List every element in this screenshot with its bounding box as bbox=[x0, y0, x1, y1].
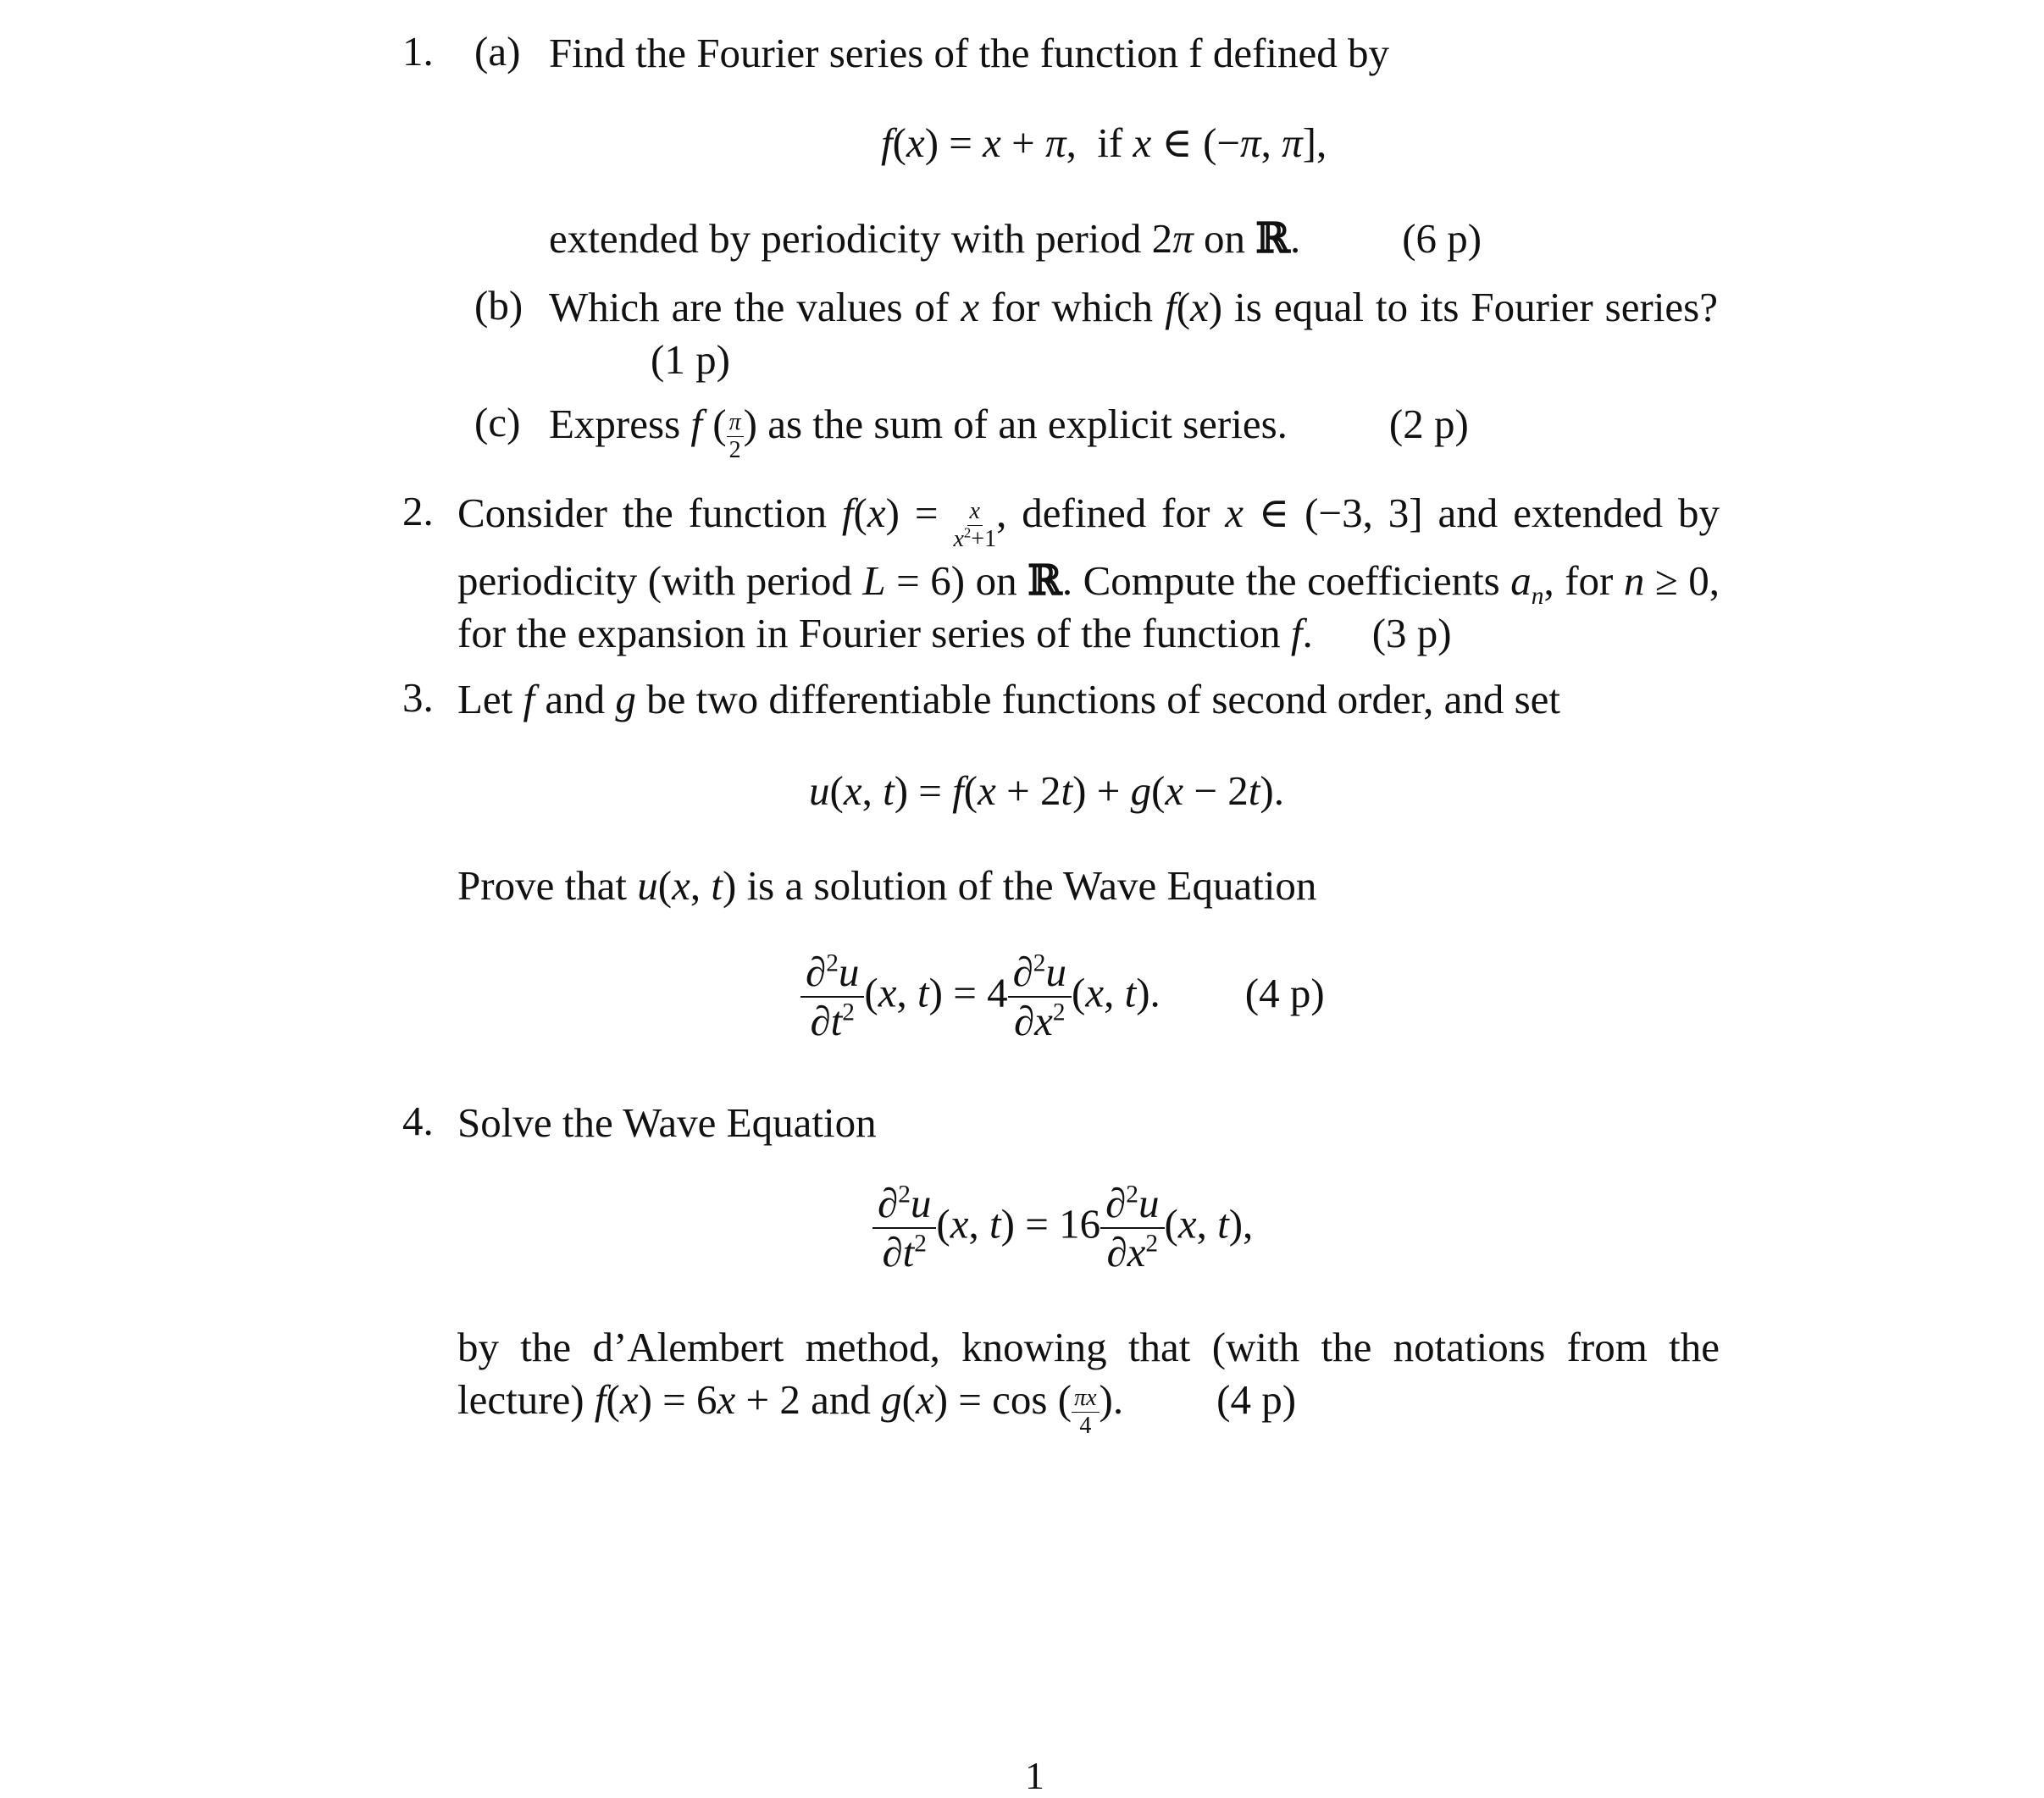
problem-3-wave-equation: $\frac{\partial^2u}{\partial t^2}$ (x, t) = 4 $\frac{\partial^2u}{\partial x^2}$ (x, t). (4 p) bbox=[800, 949, 1325, 1046]
problem-2-points: (3 p) bbox=[1371, 609, 1452, 656]
problem-2-number: 2. bbox=[402, 488, 434, 534]
problem-4-text: by the d’Alembert method, knowing that (with the notations from the lecture) f(x) = 6x + 2 and g(x) = cos ( $\frac{\pi x}{4}$ ). (4 p) bbox=[457, 1324, 1720, 1440]
problem-3-points: (4 p) bbox=[1244, 969, 1325, 1016]
problem-3-number: 3. bbox=[402, 674, 434, 721]
problem-1a-points: (6 p) bbox=[1402, 215, 1482, 262]
problem-1a-after: extended by periodicity with period 2π on ℝ. (6 p) bbox=[549, 212, 1718, 265]
problem-1-number: 1. bbox=[402, 28, 434, 75]
problem-1b-points: (1 p) bbox=[651, 336, 730, 383]
problem-3-equation: u(x, t) = f(x + 2t) + g(x − 2t). bbox=[809, 767, 1284, 814]
problem-3-intro: Let f and g be two differentiable functions of second order, and set bbox=[457, 676, 1561, 722]
problem-3-middle: Prove that u(x, t) is a solution of the Wave Equation bbox=[457, 862, 1317, 909]
problem-1a-label: (a) bbox=[474, 28, 521, 75]
problem-1b-text: Which are the values of x for which f(x) is equal to its Fourier series?(1 p) bbox=[549, 281, 1718, 386]
problem-4-wave-equation: $\frac{\partial^2u}{\partial t^2}$ (x, t) = 16 $\frac{\partial^2u}{\partial x^2}$ (x, t), bbox=[872, 1180, 1253, 1277]
problem-4-number: 4. bbox=[402, 1098, 434, 1144]
problem-2-text: Consider the function f(x) = $\frac{x}{x^2+1}$ , defined for x ∈ (−3, 3] and extended by periodicity (with period L = 6) on ℝ. Compute the coefficients $a_n$, for n ≥ 0, for the expansion in Fourier series of the function f. (3 p) bbox=[457, 487, 1720, 660]
problem-1b-label: (b) bbox=[474, 282, 523, 329]
problem-1c-label: (c) bbox=[474, 399, 521, 445]
problem-1c-text: Express f ( $\frac{\pi}{2}$ ) as the sum of an explicit series. (2 p) bbox=[549, 398, 1718, 465]
problem-4-intro: Solve the Wave Equation bbox=[457, 1099, 877, 1146]
problem-4-points: (4 p) bbox=[1216, 1376, 1297, 1423]
problem-1c-points: (2 p) bbox=[1388, 401, 1469, 447]
problem-1a-equation: f(x) = x + π, if x ∈ (−π, π], bbox=[881, 119, 1327, 166]
page-number: 1 bbox=[1025, 1754, 1044, 1797]
problem-1a-intro: Find the Fourier series of the function f defined by bbox=[549, 30, 1390, 76]
